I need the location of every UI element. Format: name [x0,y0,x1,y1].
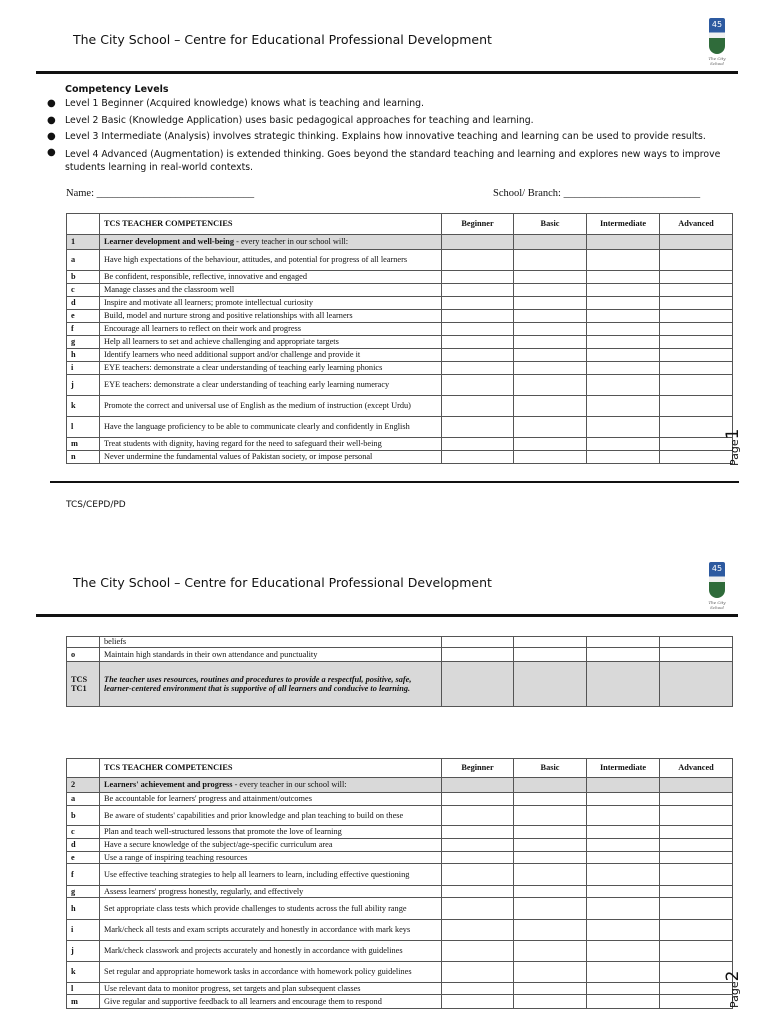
row-statement: Help all learners to set and achieve challenging and appropriate targets [100,336,442,349]
header-competencies: TCS TEACHER COMPETENCIES [100,759,442,778]
rating-cell-advanced[interactable] [660,297,733,310]
rating-cell-beginner[interactable] [442,898,514,920]
header-advanced: Advanced [660,214,733,235]
rating-cell-advanced[interactable] [660,323,733,336]
competency-levels-list [46,96,736,174]
row-statement: Mark/check classwork and projects accurately and honestly in accordance with guidelines [100,941,442,962]
competency-table-1 [66,213,733,464]
row-key: i [67,920,100,941]
row-key: m [67,438,100,451]
rating-cell-intermediate[interactable] [587,962,660,983]
header-basic: Basic [514,214,587,235]
row-key: k [67,962,100,983]
rating-cell-advanced[interactable] [660,962,733,983]
rating-cell-advanced[interactable] [660,271,733,284]
rating-cell-intermediate[interactable] [587,396,660,417]
rating-cell-intermediate[interactable] [587,852,660,864]
rating-cell-basic[interactable] [514,362,587,375]
competency-row [67,962,733,983]
page-number: Page1 [723,428,743,466]
row-statement: Encourage all learners to reflect on their work and progress [100,323,442,336]
row-statement: Promote the correct and universal use of English as the medium of instruction (except Urdu) [100,396,442,417]
rating-cell-advanced[interactable] [660,995,733,1009]
name-field[interactable]: Name: ______________________________ [66,188,255,199]
competency-level-item: ● Level 1 Beginner (Acquired knowledge) knows what is teaching and learning. [46,96,736,113]
rating-cell-advanced[interactable] [660,898,733,920]
footer-rule [50,481,739,483]
rating-cell-basic[interactable] [514,375,587,396]
header-rule [36,614,738,617]
row-statement: Build, model and nurture strong and positive relationships with all learners [100,310,442,323]
row-statement: Have the language proficiency to be able to communicate clearly and confidently in English [100,417,442,438]
row-key: l [67,983,100,995]
competency-row [67,995,733,1009]
competency-row [67,637,733,648]
rating-cell-beginner[interactable] [442,852,514,864]
rating-cell-beginner[interactable] [442,886,514,898]
competency-row [67,396,733,417]
section-number: 2 [67,778,100,793]
rating-cell-basic[interactable] [514,839,587,852]
row-key: a [67,250,100,271]
footer-code: TCS/CEPD/PD [66,500,126,510]
rating-cell-advanced[interactable] [660,250,733,271]
rating-cell-beginner[interactable] [442,648,514,662]
rating-cell-basic[interactable] [514,297,587,310]
page-header-title: The City School – Centre for Educational Professional Development [73,575,492,590]
row-key: h [67,898,100,920]
competency-row [67,941,733,962]
competency-row [67,793,733,806]
rating-cell-basic[interactable] [514,806,587,826]
rating-cell-basic[interactable] [514,336,587,349]
row-statement: Manage classes and the classroom well [100,284,442,297]
row-key: g [67,886,100,898]
rating-cell-advanced[interactable] [660,336,733,349]
rating-cell-advanced[interactable] [660,648,733,662]
rating-cell-basic[interactable] [514,349,587,362]
rating-cell-beginner[interactable] [442,864,514,886]
row-key: i [67,362,100,375]
row-key: c [67,826,100,839]
row-key: k [67,396,100,417]
competency-row [67,898,733,920]
row-key: j [67,941,100,962]
rating-cell-intermediate[interactable] [587,438,660,451]
rating-cell-basic[interactable] [514,310,587,323]
row-key: f [67,323,100,336]
row-key: n [67,451,100,464]
rating-cell-beginner[interactable] [442,396,514,417]
row-statement: Never undermine the fundamental values of Pakistan society, or impose personal [100,451,442,464]
rating-cell-basic[interactable] [514,983,587,995]
section-title: Learners' achievement and progress - every teacher in our school will: [100,778,442,793]
row-statement: Mark/check all tests and exam scripts accurately and honestly in accordance with mark keys [100,920,442,941]
rating-cell-intermediate[interactable] [587,250,660,271]
row-statement: Set regular and appropriate homework tasks in accordance with homework policy guidelines [100,962,442,983]
competency-row [67,297,733,310]
row-statement: Be aware of students' capabilities and prior knowledge and plan teaching to build on these [100,806,442,826]
rating-cell-advanced[interactable] [660,920,733,941]
rating-cell-intermediate[interactable] [587,806,660,826]
competency-row [67,806,733,826]
competency-row [67,250,733,271]
rating-cell-beginner[interactable] [442,995,514,1009]
competency-row [67,852,733,864]
row-statement: Use a range of inspiring teaching resources [100,852,442,864]
row-statement: Use effective teaching strategies to help all learners to learn, including effective questioning [100,864,442,886]
rating-cell-basic[interactable] [514,864,587,886]
tc-summary-row [67,662,733,707]
competency-level-item: ● Level 2 Basic (Knowledge Application) uses basic pedagogical approaches for teaching and learning. [46,113,736,130]
row-key: f [67,864,100,886]
rating-cell-advanced[interactable] [660,637,733,648]
rating-cell-basic[interactable] [514,648,587,662]
row-statement: Give regular and supportive feedback to all learners and encourage them to respond [100,995,442,1009]
row-key: a [67,793,100,806]
row-statement: Set appropriate class tests which provide challenges to students across the full ability range [100,898,442,920]
rating-cell-advanced[interactable] [660,806,733,826]
rating-cell-intermediate[interactable] [587,284,660,297]
rating-cell-intermediate[interactable] [587,336,660,349]
competency-row [67,375,733,396]
competency-row [67,323,733,336]
rating-cell-beginner[interactable] [442,297,514,310]
rating-cell-basic[interactable] [514,417,587,438]
row-key: l [67,417,100,438]
section-row [67,235,733,250]
rating-cell-basic[interactable] [514,250,587,271]
tc-statement: The teacher uses resources, routines and procedures to provide a respectful, positive, safe, learner-centered environment that is supportive of all learners and conducive to learning. [100,662,442,707]
row-key: e [67,852,100,864]
row-statement: Maintain high standards in their own attendance and punctuality [100,648,442,662]
competency-row [67,438,733,451]
rating-cell-advanced[interactable] [660,864,733,886]
school-branch-field[interactable]: School/ Branch: __________________________ [493,188,701,199]
row-key: b [67,806,100,826]
rating-cell-beginner[interactable] [442,826,514,839]
rating-cell-beginner[interactable] [442,323,514,336]
rating-cell-advanced[interactable] [660,375,733,396]
rating-cell-beginner[interactable] [442,362,514,375]
rating-cell-beginner[interactable] [442,284,514,297]
competency-table-2 [66,758,733,1009]
competency-row [67,349,733,362]
row-key: o [67,648,100,662]
rating-cell-advanced[interactable] [660,284,733,297]
rating-cell-intermediate[interactable] [587,983,660,995]
competency-row [67,886,733,898]
rating-cell-beginner[interactable] [442,336,514,349]
rating-cell-beginner[interactable] [442,417,514,438]
row-statement: Have high expectations of the behaviour, attitudes, and potential for progress of all learners [100,250,442,271]
rating-cell-intermediate[interactable] [587,648,660,662]
rating-cell-advanced[interactable] [660,349,733,362]
rating-cell-intermediate[interactable] [587,637,660,648]
competency-row [67,826,733,839]
rating-cell-beginner[interactable] [442,250,514,271]
rating-cell-intermediate[interactable] [587,451,660,464]
page-number: Page2 [723,970,743,1008]
rating-cell-intermediate[interactable] [587,995,660,1009]
rating-cell-beginner[interactable] [442,637,514,648]
row-key: c [67,284,100,297]
rating-cell-beginner[interactable] [442,375,514,396]
rating-cell-basic[interactable] [514,793,587,806]
rating-cell-advanced[interactable] [660,793,733,806]
row-statement: Treat students with dignity, having regard for the need to safeguard their well-being [100,438,442,451]
row-statement: Be confident, responsible, reflective, innovative and engaged [100,271,442,284]
competency-row [67,983,733,995]
rating-cell-intermediate[interactable] [587,271,660,284]
row-statement: beliefs [100,637,442,648]
rating-cell-intermediate[interactable] [587,886,660,898]
row-statement: Identify learners who need additional support and/or challenge and provide it [100,349,442,362]
rating-cell-basic[interactable] [514,323,587,336]
competency-level-item: ● Level 4 Advanced (Augmentation) is extended thinking. Goes beyond the standard teaching and learning and explores new ways to improve students learning in real-world contexts. [46,146,736,174]
school-logo: 45 The City School [708,564,726,610]
row-key: d [67,839,100,852]
rating-cell-intermediate[interactable] [587,941,660,962]
rating-cell-basic[interactable] [514,962,587,983]
rating-cell-basic[interactable] [514,284,587,297]
row-statement: Assess learners' progress honestly, regularly, and effectively [100,886,442,898]
rating-cell-beginner[interactable] [442,920,514,941]
row-statement: Plan and teach well-structured lessons that promote the love of learning [100,826,442,839]
row-key: h [67,349,100,362]
rating-cell-intermediate[interactable] [587,310,660,323]
rating-cell-advanced[interactable] [660,852,733,864]
rating-cell-beginner[interactable] [442,349,514,362]
rating-cell-basic[interactable] [514,920,587,941]
competency-row [67,271,733,284]
rating-cell-beginner[interactable] [442,983,514,995]
header-intermediate: Intermediate [587,759,660,778]
rating-cell-intermediate[interactable] [587,417,660,438]
competency-row [67,920,733,941]
rating-cell-beginner[interactable] [442,451,514,464]
header-basic: Basic [514,759,587,778]
rating-cell-advanced[interactable] [660,310,733,323]
competency-level-item: ● Level 3 Intermediate (Analysis) involves strategic thinking. Explains how innovative teaching and learning can be used to provide results. [46,129,736,146]
row-statement: EYE teachers: demonstrate a clear understanding of teaching early learning numeracy [100,375,442,396]
rating-cell-beginner[interactable] [442,941,514,962]
rating-cell-advanced[interactable] [660,438,733,451]
competency-table-continued [66,636,733,707]
rating-cell-intermediate[interactable] [587,297,660,310]
competency-row [67,310,733,323]
competency-row [67,417,733,438]
header-beginner: Beginner [442,759,514,778]
row-key: b [67,271,100,284]
rating-cell-beginner[interactable] [442,839,514,852]
competency-row [67,864,733,886]
section-title: Learner development and well-being - every teacher in our school will: [100,235,442,250]
section-number: 1 [67,235,100,250]
logo-number: 45 [711,20,723,29]
header-competencies: TCS TEACHER COMPETENCIES [100,214,442,235]
row-statement: Use relevant data to monitor progress, set targets and plan subsequent classes [100,983,442,995]
rating-cell-intermediate[interactable] [587,898,660,920]
rating-cell-basic[interactable] [514,451,587,464]
rating-cell-advanced[interactable] [660,396,733,417]
rating-cell-advanced[interactable] [660,839,733,852]
rating-cell-basic[interactable] [514,995,587,1009]
competency-row [67,336,733,349]
page-header-title: The City School – Centre for Educational Professional Development [73,32,492,47]
competency-row [67,839,733,852]
rating-cell-advanced[interactable] [660,362,733,375]
rating-cell-advanced[interactable] [660,983,733,995]
rating-cell-intermediate[interactable] [587,920,660,941]
rating-cell-beginner[interactable] [442,962,514,983]
row-statement: Be accountable for learners' progress and attainment/outcomes [100,793,442,806]
rating-cell-advanced[interactable] [660,886,733,898]
tc-key: TCS TC1 [67,662,100,707]
rating-cell-basic[interactable] [514,898,587,920]
table-header-row [67,214,733,235]
competency-levels-title: Competency Levels [65,84,169,95]
section-row [67,778,733,793]
logo-caption: The City School [708,56,726,66]
rating-cell-basic[interactable] [514,396,587,417]
rating-cell-beginner[interactable] [442,271,514,284]
rating-cell-intermediate[interactable] [587,864,660,886]
rating-cell-intermediate[interactable] [587,349,660,362]
school-logo [706,18,728,66]
rating-cell-beginner[interactable] [442,438,514,451]
rating-cell-intermediate[interactable] [587,839,660,852]
rating-cell-basic[interactable] [514,438,587,451]
rating-cell-beginner[interactable] [442,310,514,323]
header-intermediate: Intermediate [587,214,660,235]
competency-row [67,284,733,297]
row-key: j [67,375,100,396]
rating-cell-basic[interactable] [514,271,587,284]
rating-cell-beginner[interactable] [442,793,514,806]
row-key [67,637,100,648]
competency-row [67,362,733,375]
row-key: g [67,336,100,349]
rating-cell-intermediate[interactable] [587,375,660,396]
rating-cell-intermediate[interactable] [587,826,660,839]
rating-cell-basic[interactable] [514,941,587,962]
competency-row [67,648,733,662]
row-statement: EYE teachers: demonstrate a clear understanding of teaching early learning phonics [100,362,442,375]
rating-cell-advanced[interactable] [660,417,733,438]
header-advanced: Advanced [660,759,733,778]
rating-cell-basic[interactable] [514,826,587,839]
row-statement: Have a secure knowledge of the subject/age-specific curriculum area [100,839,442,852]
rating-cell-advanced[interactable] [660,826,733,839]
row-key: m [67,995,100,1009]
row-key: d [67,297,100,310]
rating-cell-basic[interactable] [514,637,587,648]
rating-cell-basic[interactable] [514,886,587,898]
competency-row [67,451,733,464]
header-rule [36,71,738,74]
table-header-row [67,759,733,778]
row-key: e [67,310,100,323]
header-beginner: Beginner [442,214,514,235]
rating-cell-advanced[interactable] [660,451,733,464]
rating-cell-advanced[interactable] [660,941,733,962]
rating-cell-intermediate[interactable] [587,362,660,375]
rating-cell-intermediate[interactable] [587,323,660,336]
rating-cell-beginner[interactable] [442,806,514,826]
rating-cell-intermediate[interactable] [587,793,660,806]
rating-cell-basic[interactable] [514,852,587,864]
row-statement: Inspire and motivate all learners; promote intellectual curiosity [100,297,442,310]
